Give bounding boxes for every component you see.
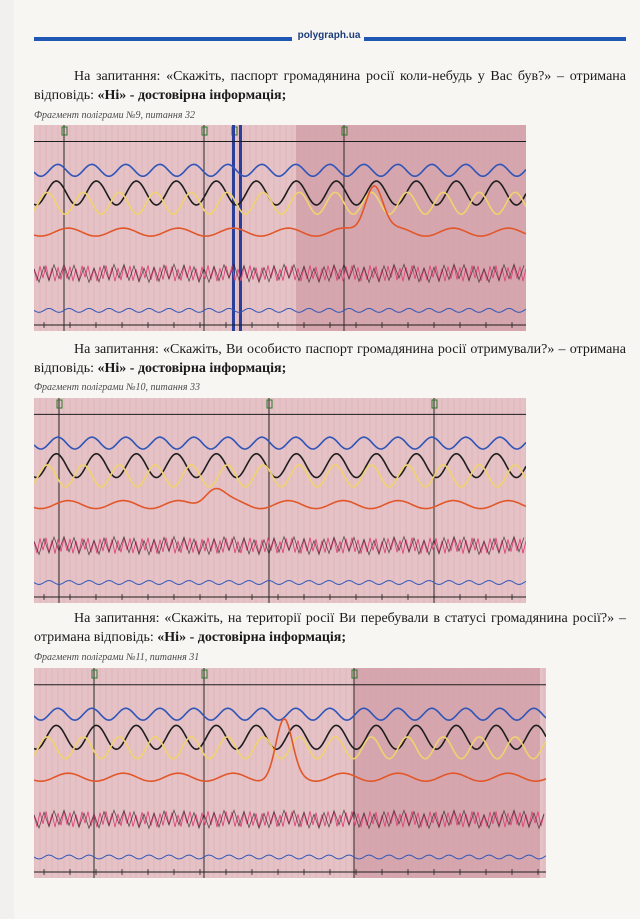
polygram-chart-2 <box>34 398 526 603</box>
header-rule-left <box>34 37 292 41</box>
header-rule-right <box>364 37 626 41</box>
question-paragraph-1 <box>34 67 626 105</box>
polygram-caption-1: Фрагмент поліграми №9, питання 32 <box>34 110 195 121</box>
highlighted-region <box>296 125 526 331</box>
answer-text: «Ні» - достовірна інформація; <box>157 630 347 645</box>
question-text: На запитання: «Скажіть, на території росії Ви перебували в статусі громадянина росії?» – отримана відповідь: <box>34 611 626 645</box>
polygram-chart-1 <box>34 125 526 331</box>
document-page <box>14 0 640 919</box>
question-text: На запитання: «Скажіть, Ви особисто паспорт громадянина росії отримували?» – отримана відповідь: <box>34 342 626 376</box>
stimulus-bar <box>239 125 242 331</box>
header-brand: polygraph.ua <box>297 30 361 41</box>
polygram-caption-2: Фрагмент поліграми №10, питання 33 <box>34 382 200 393</box>
polygram-caption-3: Фрагмент поліграми №11, питання 31 <box>34 652 200 663</box>
polygram-chart-3 <box>34 668 546 878</box>
answer-text: «Ні» - достовірна інформація; <box>97 88 287 103</box>
question-paragraph-3 <box>34 609 626 647</box>
question-text: На запитання: «Скажіть, паспорт громадянина росії коли-небудь у Вас був?» – отримана відповідь: <box>34 69 626 103</box>
question-paragraph-2 <box>34 340 626 378</box>
answer-text: «Ні» - достовірна інформація; <box>97 361 287 376</box>
